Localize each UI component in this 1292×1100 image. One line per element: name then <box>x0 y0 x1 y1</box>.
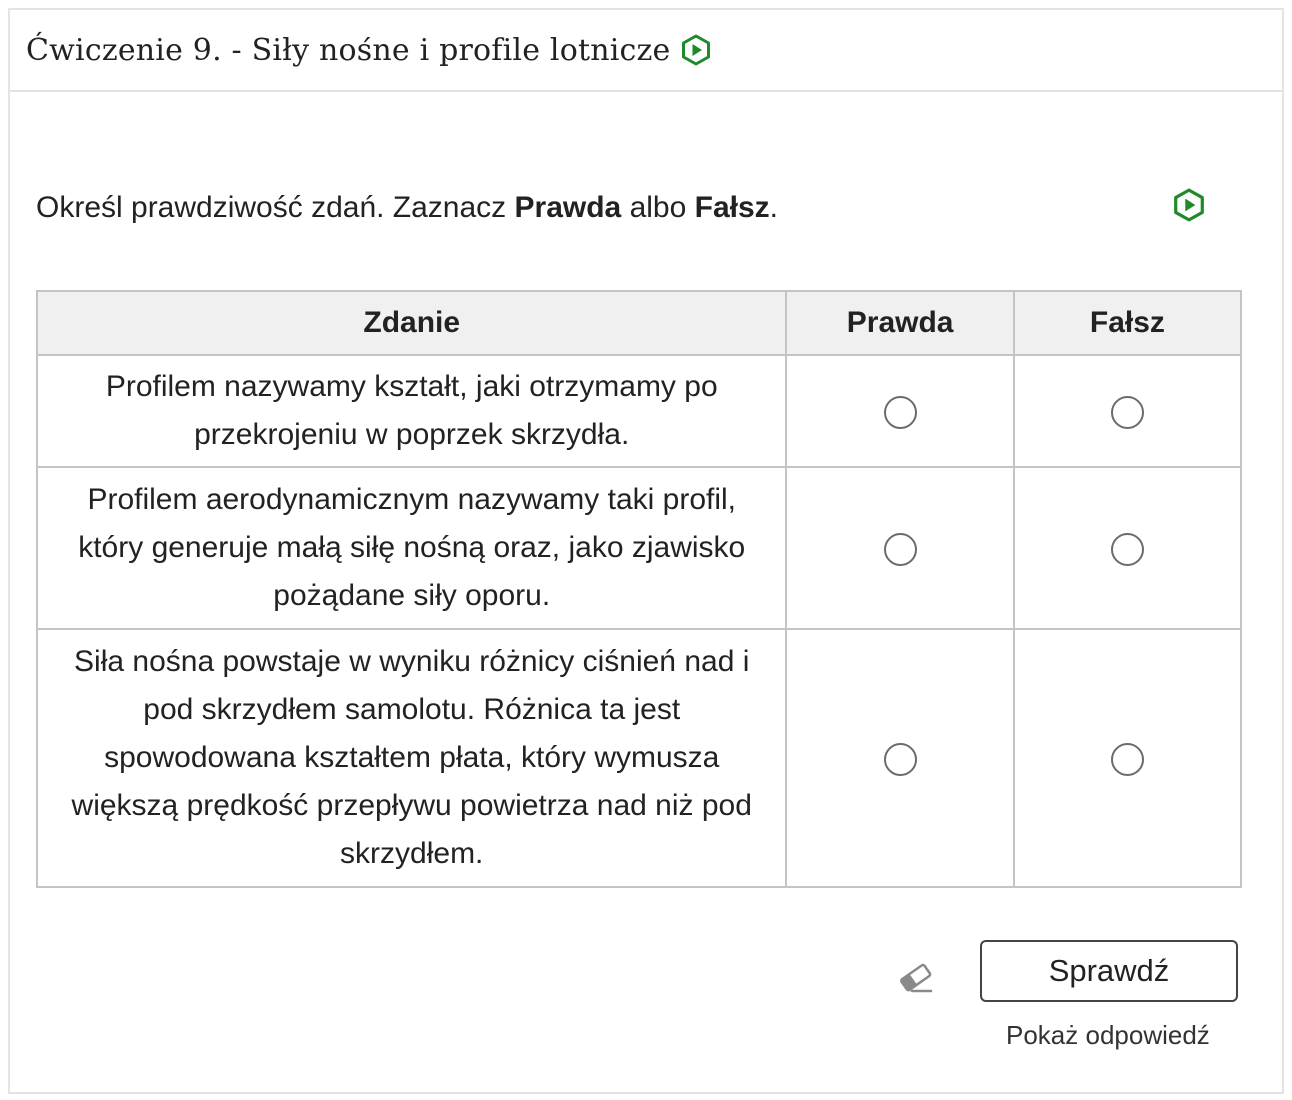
true-cell <box>786 355 1013 467</box>
instruction-row <box>36 188 1206 227</box>
exercise-header <box>10 10 1282 92</box>
instruction-suffix: . <box>769 190 778 224</box>
table-row <box>37 355 1241 467</box>
false-cell <box>1014 355 1241 467</box>
interactive-hexagon-play-icon <box>1172 188 1206 227</box>
false-cell <box>1014 467 1241 629</box>
true-radio[interactable] <box>884 533 917 566</box>
instruction-text <box>36 191 778 225</box>
interactive-hexagon-play-icon <box>680 34 712 71</box>
false-radio[interactable] <box>1111 396 1144 429</box>
column-header-false: Fałsz <box>1014 291 1241 355</box>
instruction-prefix: Określ prawdziwość zdań. Zaznacz <box>36 190 515 224</box>
true-radio[interactable] <box>884 743 917 776</box>
show-answer-link[interactable]: Pokaż odpowiedź <box>1006 1020 1210 1050</box>
table-row <box>37 467 1241 629</box>
column-header-sentence: Zdanie <box>37 291 786 355</box>
sentence-cell: Siła nośna powstaje w wyniku różnicy ciśnień nad i pod skrzydłem samolotu. Różnica ta jest spowodowana kształtem płata, który wymusza większą prędkość przepływu powietrza nad niż pod skrzydłem. <box>37 629 786 887</box>
false-cell <box>1014 629 1241 887</box>
true-cell <box>786 467 1013 629</box>
exercise-controls <box>880 940 1240 1060</box>
table-row <box>37 629 1241 887</box>
instruction-true-word: Prawda <box>514 190 622 224</box>
instruction-false-word: Fałsz <box>694 190 770 224</box>
sentence-cell: Profilem nazywamy kształt, jaki otrzymamy po przekrojeniu w poprzek skrzydła. <box>37 355 786 467</box>
instruction-middle: albo <box>621 190 695 224</box>
true-cell <box>786 629 1013 887</box>
table-header-row <box>37 291 1241 355</box>
exercise-title: Ćwiczenie 9. - Siły nośne i profile lotnicze <box>26 32 671 68</box>
false-radio[interactable] <box>1111 743 1144 776</box>
false-radio[interactable] <box>1111 533 1144 566</box>
check-button[interactable]: Sprawdź <box>980 940 1238 1002</box>
eraser-icon[interactable] <box>896 958 936 998</box>
true-radio[interactable] <box>884 396 917 429</box>
column-header-true: Prawda <box>786 291 1013 355</box>
sentence-cell: Profilem aerodynamicznym nazywamy taki profil, który generuje małą siłę nośną oraz, jako zjawisko pożądane siły oporu. <box>37 467 786 629</box>
true-false-table <box>36 290 1242 888</box>
